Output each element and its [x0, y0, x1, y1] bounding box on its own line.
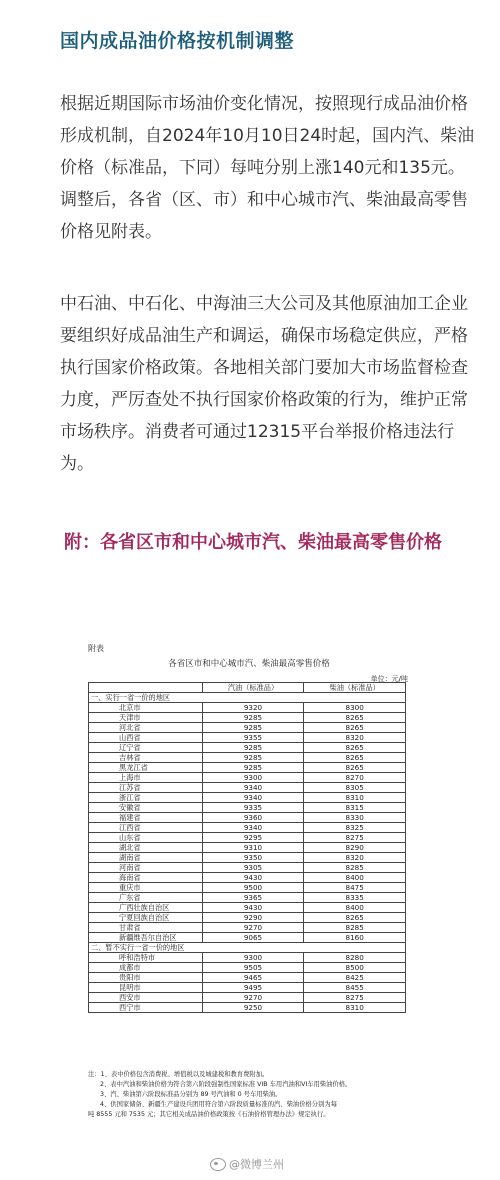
region-cell: 河北省	[89, 723, 203, 733]
table-row	[89, 913, 406, 923]
table-row	[89, 963, 406, 973]
table-notes	[88, 1070, 408, 1120]
table-row	[89, 903, 406, 913]
table-row	[89, 773, 406, 783]
diesel-price-cell: 8265	[304, 743, 406, 753]
table-row	[89, 753, 406, 763]
article-title: 国内成品油价格按机制调整	[60, 30, 295, 52]
diesel-price-cell: 8305	[304, 783, 406, 793]
table-title: 各省区市和中心城市汽、柴油最高零售价格	[168, 659, 330, 669]
diesel-price-cell: 8335	[304, 893, 406, 903]
gasoline-price-cell: 9285	[202, 743, 304, 753]
region-cell: 广西壮族自治区	[89, 903, 203, 913]
gasoline-price-cell: 9430	[202, 873, 304, 883]
region-cell: 贵阳市	[89, 973, 203, 983]
gasoline-price-cell: 9365	[202, 893, 304, 903]
diesel-price-cell: 8265	[304, 753, 406, 763]
table-row	[89, 893, 406, 903]
table-header-cell: 汽油（标准品）	[202, 683, 304, 693]
region-cell: 海南省	[89, 873, 203, 883]
region-cell: 广东省	[89, 893, 203, 903]
watermark	[210, 1156, 284, 1172]
table-row	[89, 983, 406, 993]
diesel-price-cell: 8425	[304, 973, 406, 983]
gasoline-price-cell: 9495	[202, 983, 304, 993]
region-cell: 北京市	[89, 703, 203, 713]
gasoline-price-cell: 9340	[202, 793, 304, 803]
note-line: 4、供国家储备、新疆生产建设兵团用符合第六阶段质量标准的汽、柴油价格分别为每	[100, 1101, 337, 1108]
region-cell: 辽宁省	[89, 743, 203, 753]
table-row	[89, 713, 406, 723]
region-cell: 山东省	[89, 833, 203, 843]
diesel-price-cell: 8280	[304, 953, 406, 963]
gasoline-price-cell: 9305	[202, 863, 304, 873]
diesel-price-cell: 8300	[304, 703, 406, 713]
gasoline-price-cell: 9310	[202, 843, 304, 853]
diesel-price-cell: 8265	[304, 713, 406, 723]
diesel-price-cell: 8285	[304, 923, 406, 933]
table-row	[89, 813, 406, 823]
diesel-price-cell: 8275	[304, 993, 406, 1003]
section-label: 一、实行一省一价的地区	[89, 693, 406, 703]
note-line: 吨 8555 元和 7535 元；其它相关成品油价格政策按《石油价格管理办法》规定执行。	[88, 1111, 330, 1118]
region-cell: 西宁市	[89, 1003, 203, 1013]
region-cell: 重庆市	[89, 883, 203, 893]
table-row	[89, 853, 406, 863]
table-label: 附表	[88, 644, 104, 653]
gasoline-price-cell: 9350	[202, 853, 304, 863]
table-row	[89, 783, 406, 793]
region-cell: 呼和浩特市	[89, 953, 203, 963]
gasoline-price-cell: 9285	[202, 753, 304, 763]
paragraph-1: 根据近期国际市场油价变化情况，按照现行成品油价格形成机制，自2024年10月10日24时起，国内汽、柴油价格（标准品，下同）每吨分别上涨140元和135元。调整后，各省（区、市）和中心城市汽、柴油最高零售价格见附表。	[60, 94, 475, 242]
diesel-price-cell: 8285	[304, 863, 406, 873]
diesel-price-cell: 8310	[304, 793, 406, 803]
gasoline-price-cell: 9430	[202, 903, 304, 913]
region-cell: 新疆维吾尔自治区	[89, 933, 203, 943]
watermark-text: @微博兰州	[229, 1158, 284, 1171]
diesel-price-cell: 8500	[304, 963, 406, 973]
diesel-price-cell: 8325	[304, 823, 406, 833]
table-row	[89, 763, 406, 773]
gasoline-price-cell: 9300	[202, 773, 304, 783]
price-table	[88, 682, 406, 1013]
gasoline-price-cell: 9300	[202, 953, 304, 963]
table-header-cell	[89, 683, 203, 693]
diesel-price-cell: 8270	[304, 773, 406, 783]
region-cell: 湖南省	[89, 853, 203, 863]
region-cell: 宁夏回族自治区	[89, 913, 203, 923]
diesel-price-cell: 8160	[304, 933, 406, 943]
gasoline-price-cell: 9285	[202, 763, 304, 773]
diesel-price-cell: 8475	[304, 883, 406, 893]
table-header-cell: 柴油（标准品）	[304, 683, 406, 693]
table-row	[89, 923, 406, 933]
gasoline-price-cell: 9285	[202, 723, 304, 733]
gasoline-price-cell: 9270	[202, 923, 304, 933]
gasoline-price-cell: 9360	[202, 813, 304, 823]
table-row	[89, 973, 406, 983]
region-cell: 上海市	[89, 773, 203, 783]
table-row	[89, 833, 406, 843]
gasoline-price-cell: 9340	[202, 823, 304, 833]
table-row	[89, 843, 406, 853]
diesel-price-cell: 8400	[304, 873, 406, 883]
region-cell: 湖北省	[89, 843, 203, 853]
appendix-title: 附：各省区市和中心城市汽、柴油最高零售价格	[64, 532, 442, 553]
region-cell: 河南省	[89, 863, 203, 873]
gasoline-price-cell: 9285	[202, 713, 304, 723]
diesel-price-cell: 8290	[304, 843, 406, 853]
region-cell: 西安市	[89, 993, 203, 1003]
table-row	[89, 1003, 406, 1013]
table-header-row	[89, 683, 406, 693]
gasoline-price-cell: 9295	[202, 833, 304, 843]
table-row	[89, 803, 406, 813]
table-row	[89, 873, 406, 883]
table-row	[89, 933, 406, 943]
region-cell: 甘肃省	[89, 923, 203, 933]
table-row	[89, 743, 406, 753]
gasoline-price-cell: 9250	[202, 1003, 304, 1013]
diesel-price-cell: 8265	[304, 763, 406, 773]
note-line: 注：1、表中价格包含消费税、增值税以及城建税和教育费附加。	[88, 1071, 269, 1078]
gasoline-price-cell: 9355	[202, 733, 304, 743]
region-cell: 吉林省	[89, 753, 203, 763]
diesel-price-cell: 8310	[304, 1003, 406, 1013]
region-cell: 黑龙江省	[89, 763, 203, 773]
gasoline-price-cell: 9500	[202, 883, 304, 893]
table-row	[89, 953, 406, 963]
table-row	[89, 823, 406, 833]
table-row	[89, 723, 406, 733]
table-section-row	[89, 693, 406, 703]
region-cell: 江西省	[89, 823, 203, 833]
section-label: 二、暂不实行一省一价的地区	[89, 943, 406, 953]
table-row	[89, 793, 406, 803]
table-section-row	[89, 943, 406, 953]
gasoline-price-cell: 9320	[202, 703, 304, 713]
diesel-price-cell: 8400	[304, 903, 406, 913]
table-row	[89, 883, 406, 893]
gasoline-price-cell: 9465	[202, 973, 304, 983]
region-cell: 浙江省	[89, 793, 203, 803]
price-table-image	[84, 636, 414, 1121]
region-cell: 天津市	[89, 713, 203, 723]
diesel-price-cell: 8330	[304, 813, 406, 823]
region-cell: 山西省	[89, 733, 203, 743]
diesel-price-cell: 8320	[304, 853, 406, 863]
table-row	[89, 863, 406, 873]
region-cell: 昆明市	[89, 983, 203, 993]
diesel-price-cell: 8265	[304, 913, 406, 923]
gasoline-price-cell: 9065	[202, 933, 304, 943]
gasoline-price-cell: 9505	[202, 963, 304, 973]
region-cell: 江苏省	[89, 783, 203, 793]
weibo-icon	[210, 1158, 226, 1171]
region-cell: 成都市	[89, 963, 203, 973]
table-unit: 单位：元/吨	[370, 675, 408, 683]
table-row	[89, 703, 406, 713]
gasoline-price-cell: 9335	[202, 803, 304, 813]
diesel-price-cell: 8275	[304, 833, 406, 843]
gasoline-price-cell: 9340	[202, 783, 304, 793]
diesel-price-cell: 8265	[304, 723, 406, 733]
diesel-price-cell: 8455	[304, 983, 406, 993]
diesel-price-cell: 8320	[304, 733, 406, 743]
note-line: 3、汽、柴油第六阶段标准品分别为 89 号汽油和 0 号车用柴油。	[100, 1091, 282, 1098]
table-row	[89, 733, 406, 743]
diesel-price-cell: 8315	[304, 803, 406, 813]
gasoline-price-cell: 9270	[202, 993, 304, 1003]
region-cell: 福建省	[89, 813, 203, 823]
note-line: 2、表中汽油和柴油价格为符合第六阶段强制性国家标准 VIB 车用汽油和VI车用柴油价格。	[100, 1081, 352, 1088]
gasoline-price-cell: 9290	[202, 913, 304, 923]
table-row	[89, 993, 406, 1003]
paragraph-2: 中石油、中石化、中海油三大公司及其他原油加工企业要组织好成品油生产和调运，确保市场稳定供应，严格执行国家价格政策。各地相关部门要加大市场监督检查力度，严厉查处不执行国家价格政策的行为，维护正常市场秩序。消费者可通过12315平台举报价格违法行为。	[60, 294, 468, 474]
region-cell: 安徽省	[89, 803, 203, 813]
